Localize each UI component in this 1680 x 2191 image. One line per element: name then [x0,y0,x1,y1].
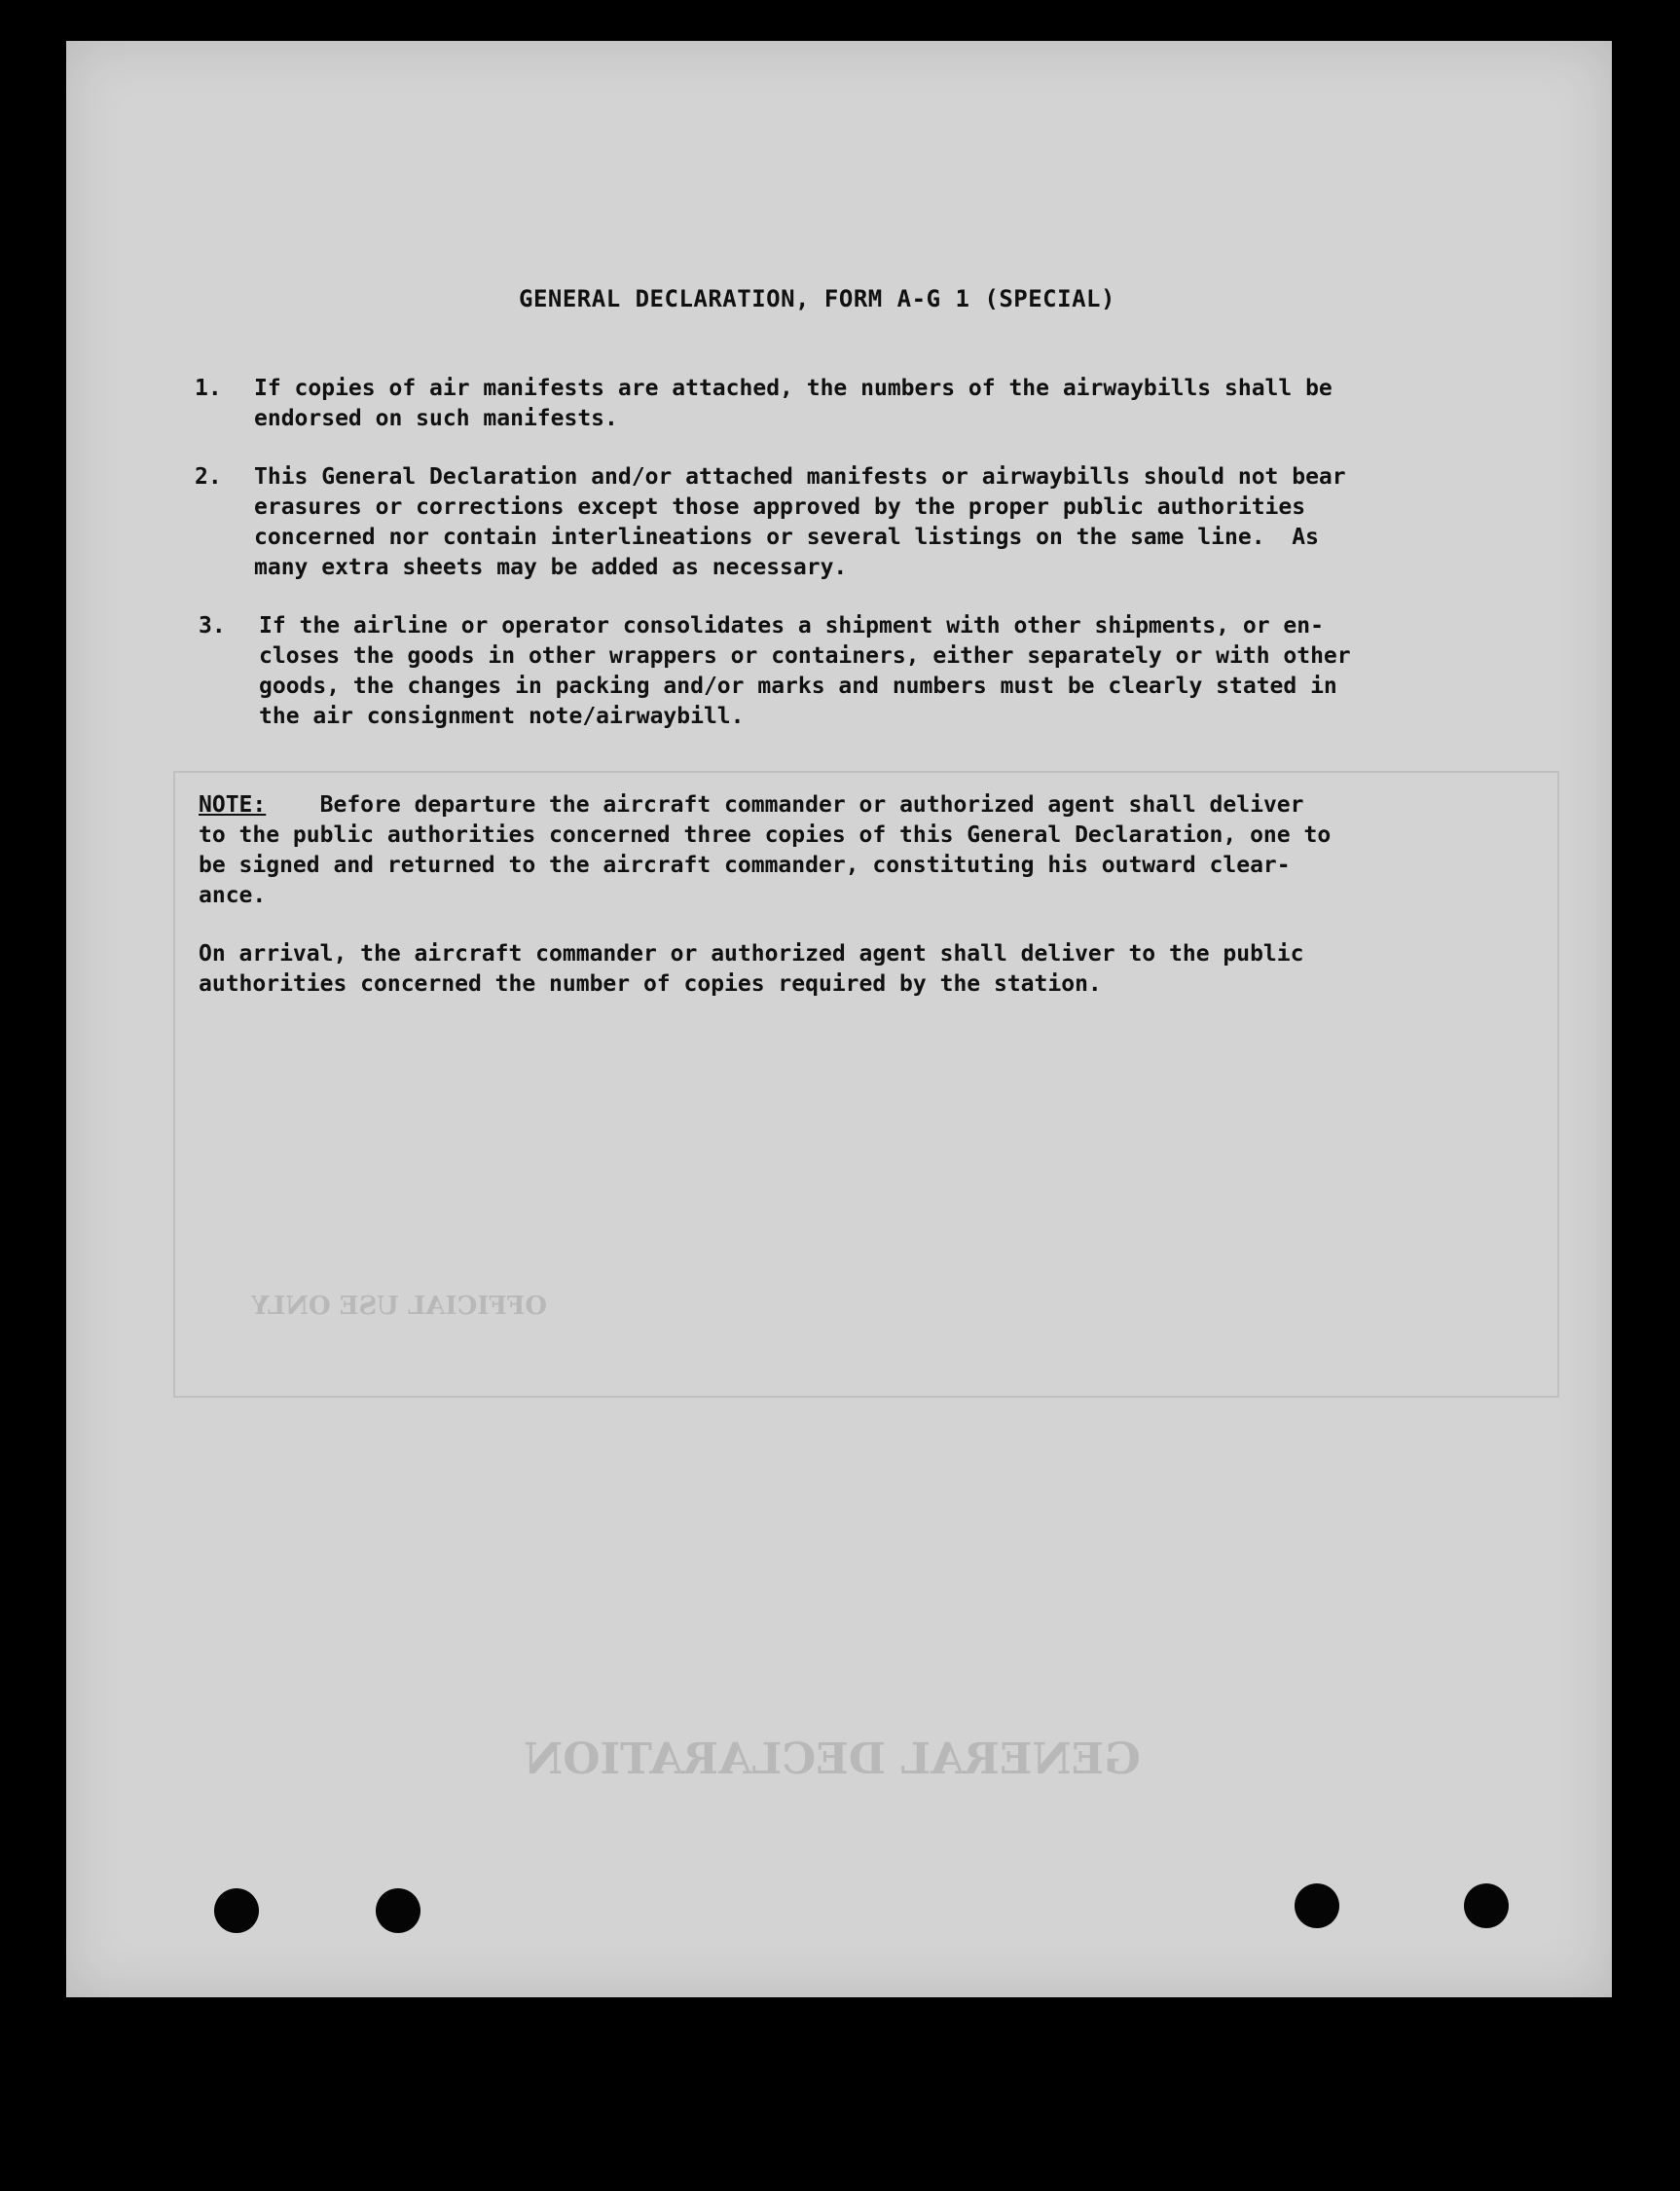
note-body: to the public authorities concerned three copies of this General Declaration, one to be signed and returned to the aircraft commander, constituting his outward clear- ance. [199,822,1332,908]
note-first-line [199,790,1303,821]
punch-hole [1295,1883,1339,1928]
bleed-through-heading: GENERAL DECLARATION [524,1735,1141,1784]
punch-hole [376,1888,420,1933]
item-number: 3. [199,613,226,639]
punch-hole [214,1888,259,1933]
note-first-line-text: Before departure the aircraft commander or authorized agent shall deliver [266,792,1304,818]
item-text: If copies of air manifests are attached, the numbers of the airwaybills shall be endorsed on such manifests. [254,376,1333,431]
document-page [66,41,1612,1997]
document-title: GENERAL DECLARATION, FORM A-G 1 (SPECIAL) [519,285,1115,312]
note-label: NOTE: [199,792,267,818]
item-number: 2. [195,464,222,490]
punch-hole [1464,1883,1509,1928]
item-number: 1. [195,376,222,401]
bleed-through-caption: OFFICIAL USE ONLY [251,1292,548,1321]
arrival-paragraph: On arrival, the aircraft commander or authorized agent shall deliver to the public authorities concerned the number of copies required by the station. [199,941,1304,997]
item-text: This General Declaration and/or attached manifests or airwaybills should not bear erasures or corrections except those approved by the proper public authorities concerned nor contain interlineations or several listings on the same line. As many extra sheets may be added as necessary. [254,464,1346,580]
item-text: If the airline or operator consolidates a shipment with other shipments, or en- closes the goods in other wrappers or containers, either separately or with other goods, the changes in packing and/or marks and numbers must be clearly stated in the air consignment note/airwaybill. [259,613,1351,729]
